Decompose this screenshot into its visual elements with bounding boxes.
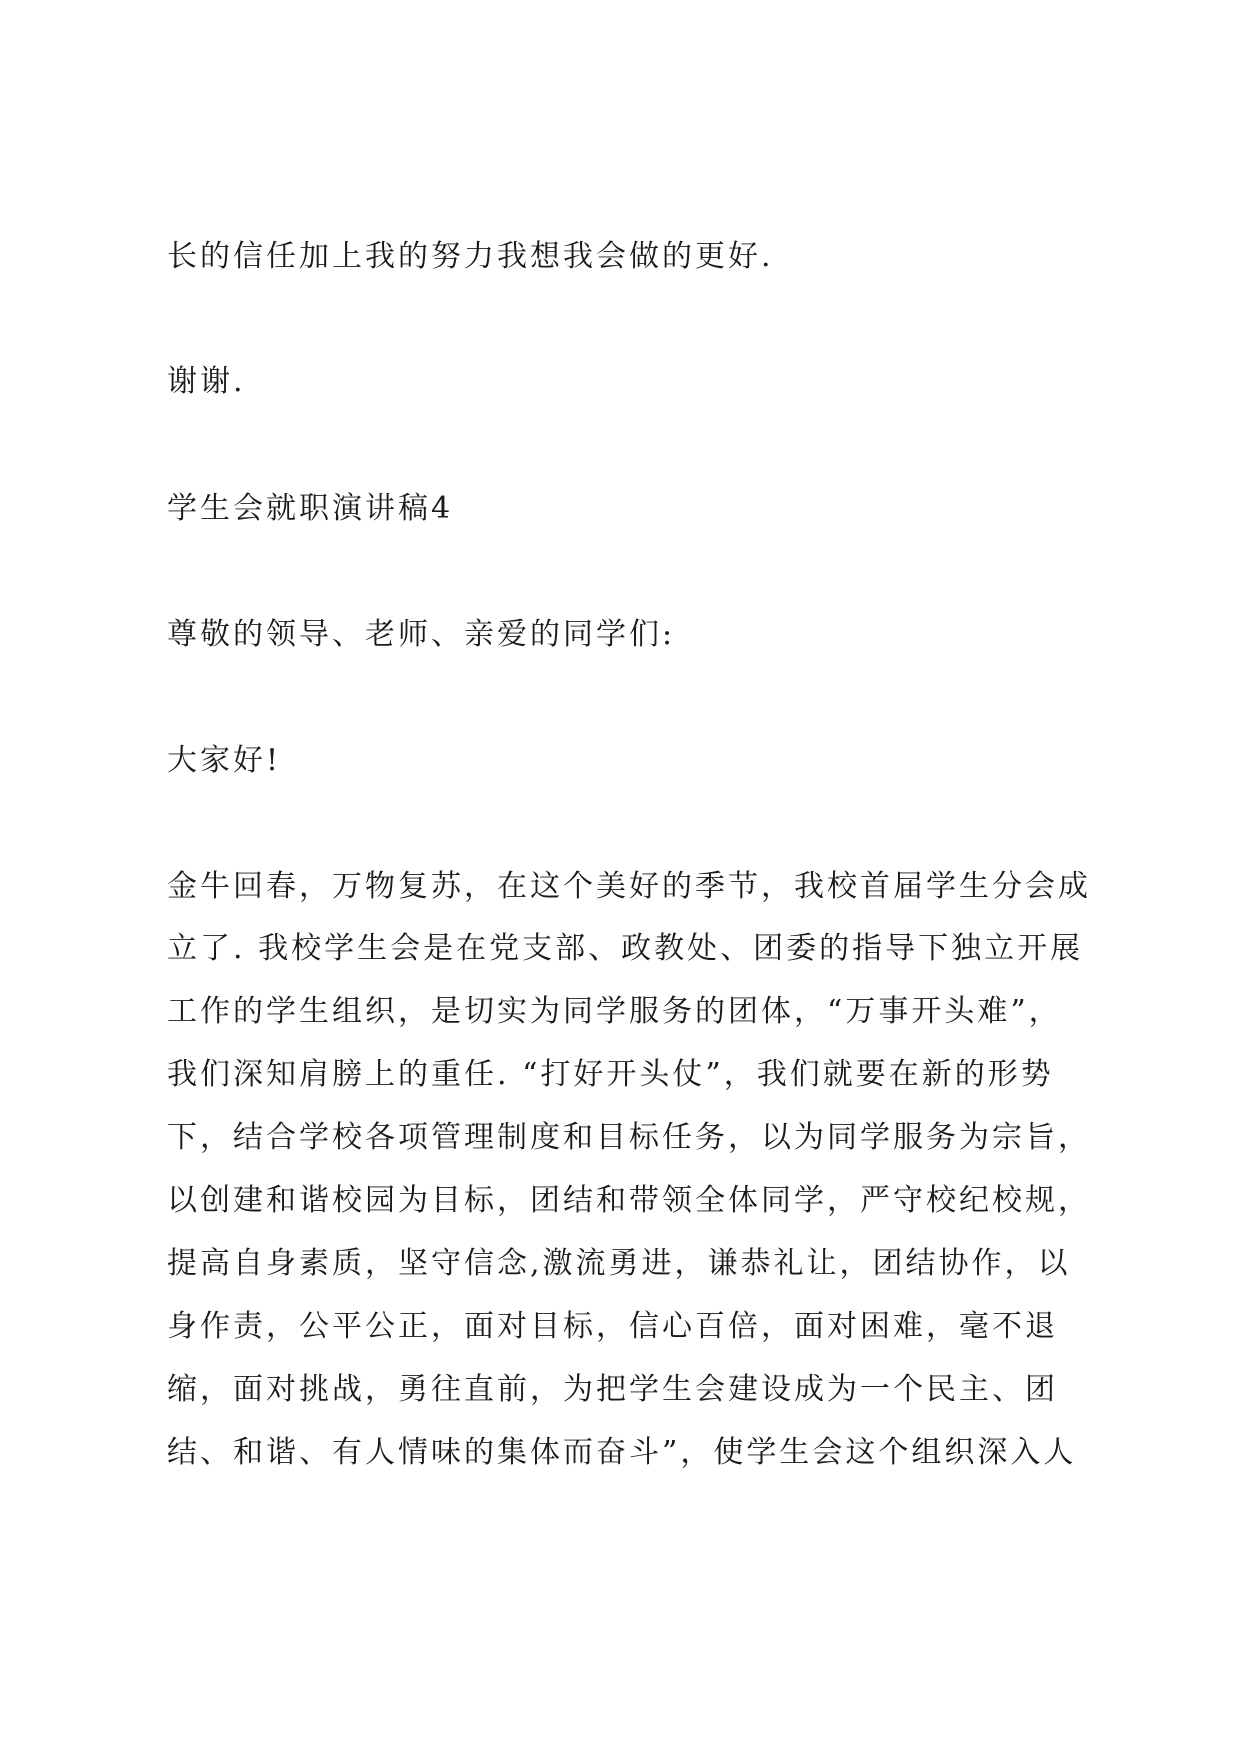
salutation: 尊敬的领导、老师、亲爱的同学们: bbox=[167, 617, 676, 652]
paragraph-line: 身作责，公平公正，面对目标，信心百倍，面对困难，毫不退 bbox=[167, 1309, 1058, 1344]
paragraph-line: 以创建和谐校园为目标，团结和带领全体同学，严守校纪校规， bbox=[167, 1183, 1091, 1218]
paragraph-line: 缩，面对挑战，勇往直前，为把学生会建设成为一个民主、团 bbox=[167, 1372, 1058, 1407]
paragraph-line: 我们深知肩膀上的重任. “打好开头仗”，我们就要在新的形势 bbox=[167, 1057, 1054, 1092]
text-line: 长的信任加上我的努力我想我会做的更好. bbox=[167, 239, 774, 274]
paragraph-line: 提高自身素质，坚守信念,激流勇进，谦恭礼让，团结协作，以 bbox=[167, 1246, 1071, 1281]
paragraph-line: 金牛回春，万物复苏，在这个美好的季节，我校首届学生分会成 bbox=[167, 869, 1091, 904]
paragraph-line: 下，结合学校各项管理制度和目标任务，以为同学服务为宗旨， bbox=[167, 1120, 1091, 1155]
greeting: 大家好! bbox=[167, 743, 282, 778]
paragraph-line: 工作的学生组织，是切实为同学服务的团体，“万事开头难”， bbox=[167, 994, 1062, 1029]
paragraph-line: 结、和谐、有人情味的集体而奋斗”，使学生会这个组织深入人 bbox=[167, 1435, 1077, 1470]
text-line: 谢谢. bbox=[167, 364, 246, 399]
section-heading: 学生会就职演讲稿4 bbox=[167, 491, 454, 526]
paragraph-line: 立了. 我校学生会是在党支部、政教处、团委的指导下独立开展 bbox=[167, 931, 1084, 966]
